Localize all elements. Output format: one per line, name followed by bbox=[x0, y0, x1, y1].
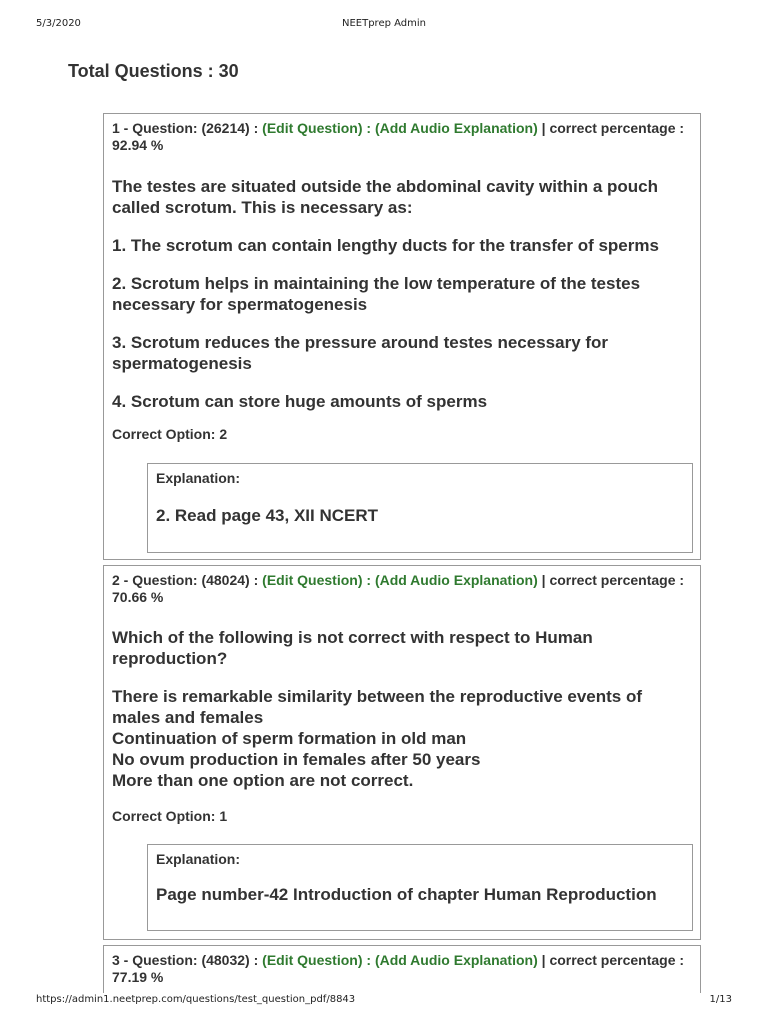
question-card-2 bbox=[103, 565, 701, 940]
print-site-title: NEETprep Admin bbox=[341, 18, 426, 29]
option-1-2: 2. Scrotum helps in maintaining the low temperature of the testes necessary for spermatogenesis bbox=[112, 274, 641, 314]
add-audio-explanation-link-3[interactable]: (Add Audio Explanation) bbox=[374, 952, 538, 968]
option-list-2 bbox=[112, 686, 692, 791]
option-2-3: No ovum production in females after 50 years bbox=[112, 750, 481, 769]
header-separator-1: : bbox=[362, 120, 375, 136]
print-header bbox=[0, 0, 768, 40]
explanation-text-1: 2. Read page 43, XII NCERT bbox=[156, 506, 379, 525]
explanation-box-1 bbox=[147, 463, 693, 553]
print-url: https://admin1.neetprep.com/questions/test_question_pdf/8843 bbox=[36, 994, 356, 1005]
question-id-2: 2 - Question: (48024) : bbox=[112, 572, 263, 588]
explanation-label-1: Explanation: bbox=[156, 470, 241, 486]
print-date: 5/3/2020 bbox=[36, 18, 81, 29]
explanation-box-2 bbox=[147, 844, 693, 931]
question-body-2 bbox=[112, 627, 692, 791]
add-audio-explanation-link-2[interactable]: (Add Audio Explanation) bbox=[374, 572, 538, 588]
option-2-4: More than one option are not correct. bbox=[112, 771, 414, 790]
correct-percentage-1: | correct percentage : 92.94 % bbox=[112, 120, 685, 153]
question-stem-2: Which of the following is not correct with respect to Human reproduction? bbox=[112, 628, 593, 668]
option-1-3: 3. Scrotum reduces the pressure around testes necessary for spermatogenesis bbox=[112, 333, 609, 373]
edit-question-link-1[interactable]: (Edit Question) bbox=[262, 120, 363, 136]
question-header-1 bbox=[112, 120, 700, 154]
edit-question-link-3[interactable]: (Edit Question) bbox=[262, 952, 363, 968]
print-footer bbox=[0, 992, 768, 1012]
correct-option-2: Correct Option: 1 bbox=[112, 808, 228, 824]
header-separator-3: : bbox=[362, 952, 375, 968]
question-body-1 bbox=[112, 176, 692, 412]
question-header-3 bbox=[112, 952, 700, 986]
option-2-2: Continuation of sperm formation in old man bbox=[112, 729, 467, 748]
question-card-1 bbox=[103, 113, 701, 560]
header-separator-2: : bbox=[362, 572, 375, 588]
question-card-3 bbox=[103, 945, 701, 993]
total-questions-heading: Total Questions : 30 bbox=[68, 61, 239, 81]
correct-option-1: Correct Option: 2 bbox=[112, 426, 228, 442]
question-id-3: 3 - Question: (48032) : bbox=[112, 952, 263, 968]
add-audio-explanation-link-1[interactable]: (Add Audio Explanation) bbox=[374, 120, 538, 136]
correct-percentage-2: | correct percentage : 70.66 % bbox=[112, 572, 685, 605]
question-stem-1: The testes are situated outside the abdominal cavity within a pouch called scrotum. This is necessary as: bbox=[112, 177, 659, 217]
edit-question-link-2[interactable]: (Edit Question) bbox=[262, 572, 363, 588]
print-page-number: 1/13 bbox=[709, 994, 732, 1005]
option-1-1: 1. The scrotum can contain lengthy ducts for the transfer of sperms bbox=[112, 236, 659, 255]
explanation-text-2: Page number-42 Introduction of chapter Human Reproduction bbox=[156, 885, 657, 904]
question-id-1: 1 - Question: (26214) : bbox=[112, 120, 263, 136]
explanation-label-2: Explanation: bbox=[156, 851, 241, 867]
option-1-4: 4. Scrotum can store huge amounts of sperms bbox=[112, 392, 488, 411]
question-header-2 bbox=[112, 572, 700, 606]
correct-percentage-3: | correct percentage : 77.19 % bbox=[112, 952, 685, 985]
option-2-1: There is remarkable similarity between the reproductive events of males and females bbox=[112, 687, 643, 727]
